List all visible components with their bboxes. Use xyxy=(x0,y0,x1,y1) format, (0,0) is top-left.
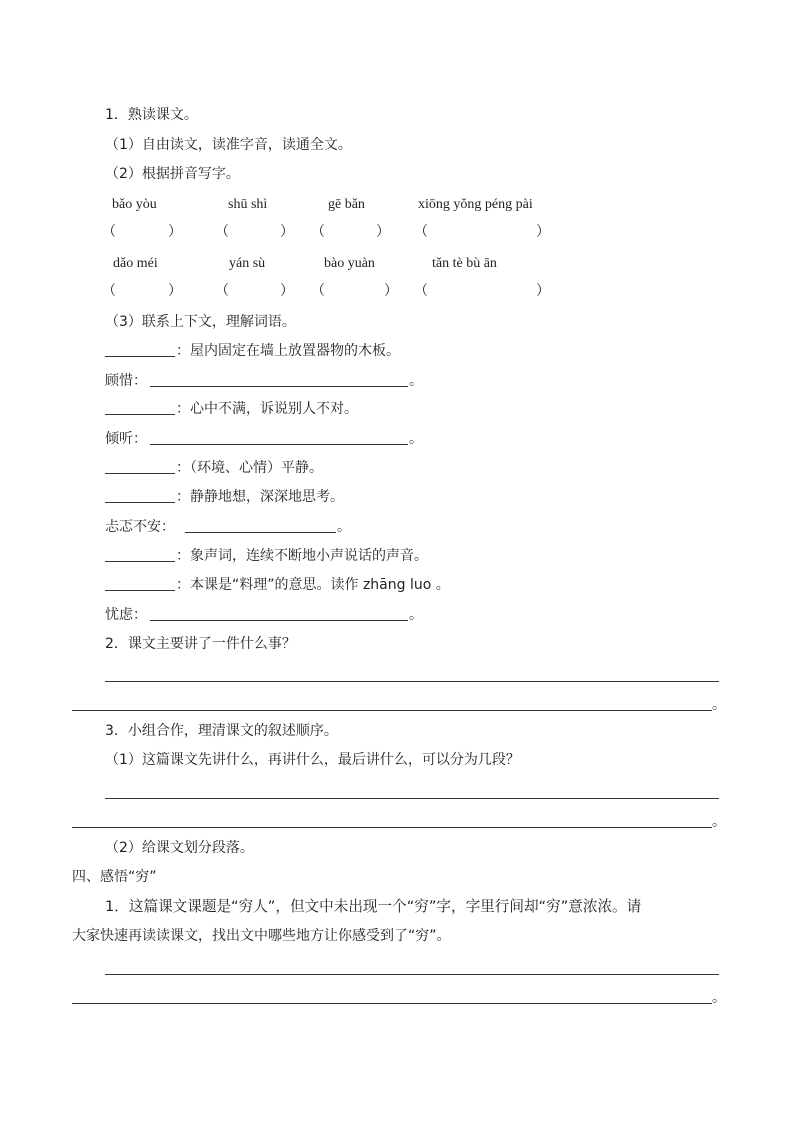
answer-box-close: ） xyxy=(280,283,294,299)
answer-line[interactable] xyxy=(185,532,336,533)
vocab-word: 忐忑不安： xyxy=(105,519,175,535)
answer-line[interactable] xyxy=(150,444,408,445)
answer-box-close: ） xyxy=(384,283,398,299)
pinyin-tantebuan: tǎn tè bù ān xyxy=(432,256,497,271)
vocab-end: 。 xyxy=(409,607,423,623)
q1-sub2: （2）根据拼音写字。 xyxy=(105,166,240,182)
vocab-definition: ：（环境、心情）平静。 xyxy=(176,460,323,476)
answer-line[interactable] xyxy=(105,974,719,975)
vocab-definition: ：本课是“料理”的意思。读作 zhāng luo 。 xyxy=(176,577,450,593)
answer-box-open: （ xyxy=(102,224,116,240)
answer-box-open: （ xyxy=(102,283,116,299)
q1-sub3: （3）联系上下文，理解词语。 xyxy=(105,314,296,330)
sec4-q1-line2: 大家快速再读读课文，找出文中哪些地方让你感受到了“穷”。 xyxy=(72,928,451,944)
q3-sub2: （2）给课文划分段落。 xyxy=(105,840,254,856)
q3-title: 3．小组合作，理清课文的叙述顺序。 xyxy=(105,723,338,739)
answer-box-close: ） xyxy=(168,224,182,240)
answer-box-open: （ xyxy=(311,283,325,299)
answer-line[interactable] xyxy=(150,386,408,387)
vocab-end: 。 xyxy=(409,373,423,389)
answer-box-open: （ xyxy=(311,224,325,240)
answer-line[interactable] xyxy=(150,620,408,621)
pinyin-daomei: dǎo méi xyxy=(113,256,158,271)
q2-title: 2．课文主要讲了一件什么事？ xyxy=(105,636,296,652)
answer-box-open: （ xyxy=(215,224,229,240)
pinyin-geban: gē bǎn xyxy=(328,197,365,212)
answer-line[interactable] xyxy=(72,710,712,711)
pinyin-xiongyongpengpai: xiōng yǒng péng pài xyxy=(418,197,533,212)
blank-line[interactable] xyxy=(105,356,175,357)
answer-box-close: ） xyxy=(536,224,550,240)
answer-box-open: （ xyxy=(414,283,428,299)
vocab-definition: ：心中不满，诉说别人不对。 xyxy=(176,401,358,417)
blank-line[interactable] xyxy=(105,561,175,562)
answer-end: 。 xyxy=(712,814,726,830)
answer-box-open: （ xyxy=(215,283,229,299)
answer-end: 。 xyxy=(712,990,726,1006)
vocab-end: 。 xyxy=(337,519,351,535)
q3-sub1: （1）这篇课文先讲什么，再讲什么，最后讲什么，可以分为几段？ xyxy=(105,752,520,768)
vocab-definition: ：屋内固定在墙上放置器物的木板。 xyxy=(176,343,400,359)
vocab-word: 倾听： xyxy=(105,431,147,447)
answer-line[interactable] xyxy=(72,1003,712,1004)
vocab-definition: ：象声词，连续不断地小声说话的声音。 xyxy=(176,548,428,564)
section4-heading: 四、感悟“穷” xyxy=(72,869,157,885)
q1-sub1: （1）自由读文，读准字音，读通全文。 xyxy=(105,137,352,153)
answer-end: 。 xyxy=(712,697,726,713)
sec4-q1-line1: 1．这篇课文课题是“穷人”，但文中未出现一个“穷”字，字里行间却“穷”意浓浓。请 xyxy=(105,898,642,915)
q1-title: 1．熟读课文。 xyxy=(105,107,198,123)
vocab-definition: ：静静地想，深深地思考。 xyxy=(176,489,344,505)
pinyin-baoyuan: bào yuàn xyxy=(324,256,375,271)
answer-line[interactable] xyxy=(105,681,719,682)
vocab-word: 忧虑： xyxy=(105,607,147,623)
vocab-word: 顾惜： xyxy=(105,373,147,389)
blank-line[interactable] xyxy=(105,473,175,474)
blank-line[interactable] xyxy=(105,590,175,591)
pinyin-yansu: yán sù xyxy=(229,256,266,271)
pinyin-baoyou: bǎo yòu xyxy=(112,197,157,212)
pinyin-shushi: shū shì xyxy=(228,197,268,212)
answer-box-close: ） xyxy=(376,224,390,240)
answer-box-close: ） xyxy=(536,283,550,299)
vocab-end: 。 xyxy=(409,431,423,447)
answer-box-close: ） xyxy=(168,283,182,299)
answer-box-open: （ xyxy=(414,224,428,240)
blank-line[interactable] xyxy=(105,414,175,415)
answer-line[interactable] xyxy=(105,798,719,799)
answer-line[interactable] xyxy=(72,827,712,828)
answer-box-close: ） xyxy=(280,224,294,240)
blank-line[interactable] xyxy=(105,502,175,503)
